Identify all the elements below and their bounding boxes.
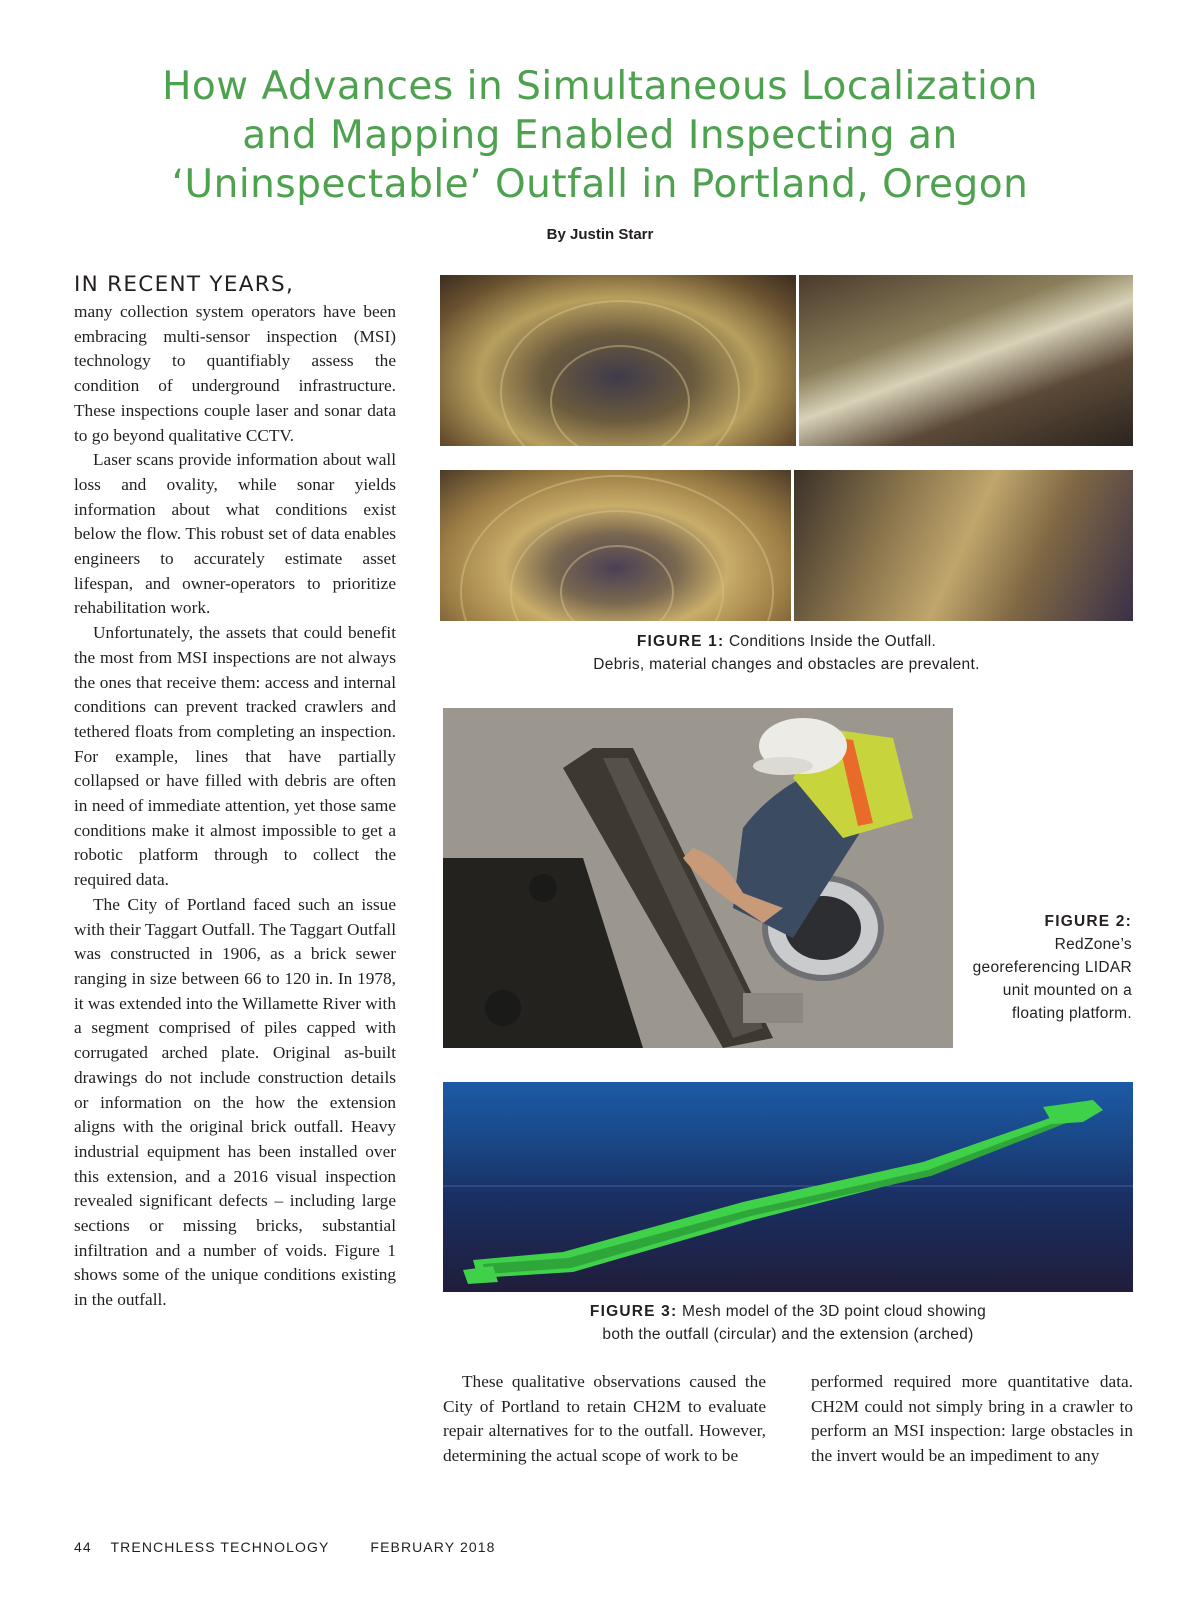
issue-date: FEBRUARY 2018 — [370, 1539, 496, 1555]
byline: By Justin Starr — [546, 226, 654, 243]
paragraph: many collection system operators have been embracing multi-sensor inspection (MSI) technology to quantifiably assess the condition of underground infrastructure. These inspections couple laser and sonar data to go beyond qualitative CCTV. — [74, 302, 396, 445]
figure-1-caption — [440, 630, 1133, 676]
right-column — [811, 1370, 1133, 1469]
caption-text: RedZone’s georeferencing LIDAR unit mounted on a floating platform. — [972, 936, 1132, 1022]
figure-1-photo-grid — [440, 275, 1133, 621]
title-line: How Advances in Simultaneous Localization — [162, 64, 1038, 109]
page-footer — [74, 1539, 510, 1555]
figure-3-mesh-model — [443, 1082, 1133, 1292]
page-number: 44 — [74, 1539, 92, 1555]
point-cloud-mesh — [443, 1082, 1133, 1292]
caption-text: Conditions Inside the Outfall. — [728, 633, 937, 650]
article-title — [120, 62, 1080, 209]
publication-name: TRENCHLESS TECHNOLOGY — [110, 1539, 330, 1555]
paragraph: These qualitative observations caused the City of Portland to retain CH2M to evaluate repair alternatives for to the outfall. However, determining the actual scope of work to be — [443, 1372, 766, 1466]
figure-label: FIGURE 1: — [636, 633, 725, 650]
figure-2-caption — [962, 910, 1132, 1025]
paragraph: performed required more quantitative data. CH2M could not simply bring in a crawler to perform an MSI inspection: large obstacles in the invert would be an impediment to any — [811, 1372, 1133, 1466]
figure-label: FIGURE 2: — [1044, 913, 1132, 930]
middle-column — [443, 1370, 766, 1469]
lidar-platform-illustration — [443, 708, 953, 1048]
caption-text: Mesh model of the 3D point cloud showing — [681, 1303, 987, 1320]
figure-label: FIGURE 3: — [589, 1303, 678, 1320]
paragraph: Unfortunately, the assets that could benefit the most from MSI inspections are not always the ones that receive them: access and internal conditions can prevent tracked crawlers and tethered floats from completing an inspection. For example, lines that have partially collapsed or have filled with debris are often in need of immediate attention, yet those same conditions make it almost impossible to get a robotic platform through to collect the required data. — [74, 623, 396, 890]
paragraph: Laser scans provide information about wall loss and ovality, while sonar yields information about what conditions exist below the flow. This robust set of data enables engineers to accurately estimate asset lifespan, and owner-operators to prioritize rehabilitation work. — [74, 450, 396, 618]
caption-text: Debris, material changes and obstacles are prevalent. — [593, 656, 980, 673]
figure-2-photo — [443, 708, 953, 1048]
outfall-photo-debris — [794, 470, 1133, 621]
outfall-photo-corrugated-plate — [799, 275, 1133, 446]
title-line: ‘Uninspectable’ Outfall in Portland, Oregon — [171, 162, 1029, 207]
left-body — [74, 300, 396, 1313]
figure-3-caption — [443, 1300, 1133, 1346]
left-column — [74, 270, 396, 1313]
paragraph: The City of Portland faced such an issue with their Taggart Outfall. The Taggart Outfall was constructed in 1906, as a brick sewer ranging in size between 66 to 120 in. In 1978, it was extended into the Willamette River with a segment comprised of piles capped with corrugated arched plate. Original as-built drawings do not include construction details or information on the how the extension aligns with the original brick outfall. Heavy industrial equipment has been installed over this extension, and a 2016 visual inspection revealed significant defects – including large sections or missing bricks, substantial infiltration and a number of voids. Figure 1 shows some of the unique conditions existing in the outfall. — [74, 894, 396, 1310]
kicker-heading: IN RECENT YEARS, — [74, 272, 295, 297]
caption-text: both the outfall (circular) and the extension (arched) — [602, 1326, 974, 1343]
title-line: and Mapping Enabled Inspecting an — [242, 113, 958, 158]
outfall-photo-brick-tunnel — [440, 275, 796, 446]
outfall-photo-brick-ring — [440, 470, 791, 621]
